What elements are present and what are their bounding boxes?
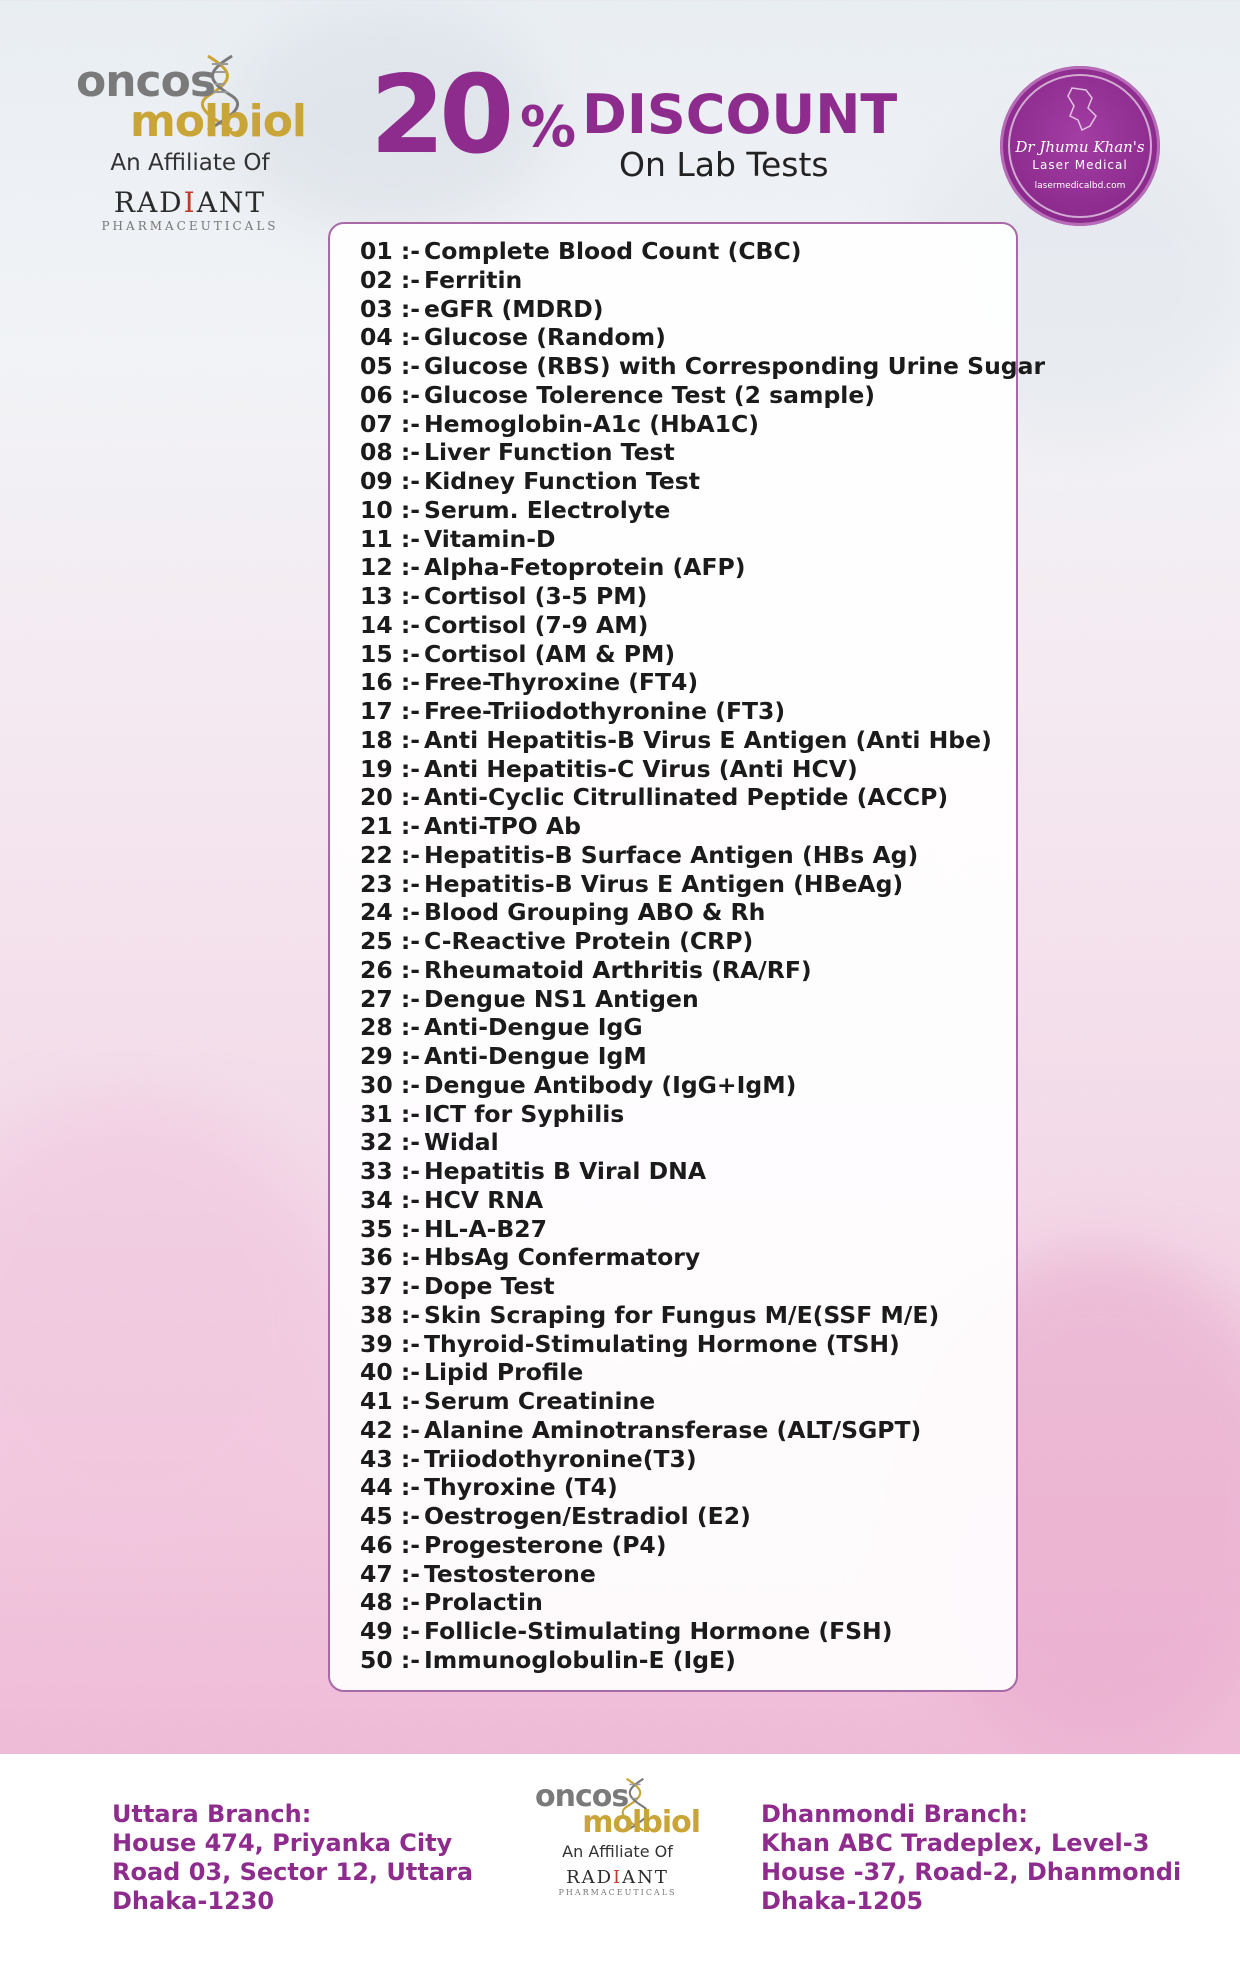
- radiant-logo: RADIANT: [113, 186, 267, 219]
- test-item: [360, 295, 1045, 324]
- test-name: Serum. Electrolyte: [424, 495, 671, 524]
- test-item: [360, 1646, 1045, 1675]
- test-number: 18 :-: [360, 725, 421, 754]
- test-number: 13 :-: [360, 582, 421, 610]
- test-name: Anti-TPO Ab: [424, 812, 581, 840]
- test-item: [360, 1560, 1045, 1589]
- test-number: 21 :-: [360, 812, 421, 840]
- footer: [0, 1754, 1240, 1971]
- address-line: Road 03, Sector 12, Uttara: [112, 1858, 474, 1886]
- test-item: [360, 1588, 1045, 1617]
- test-number: 24 :-: [360, 898, 421, 927]
- test-name: Anti-Dengue IgM: [424, 1042, 647, 1070]
- test-item: [360, 1387, 1045, 1416]
- test-item: [360, 1157, 1045, 1186]
- test-number: 09 :-: [360, 467, 421, 495]
- test-item: [360, 1416, 1045, 1445]
- test-item: [360, 1445, 1045, 1474]
- test-number: 33 :-: [360, 1157, 421, 1185]
- test-number: 01 :-: [360, 237, 421, 265]
- test-item: [360, 553, 1045, 582]
- test-number: 42 :-: [360, 1415, 421, 1444]
- test-name: Progesterone (P4): [424, 1530, 667, 1559]
- test-name: Cortisol (3-5 PM): [424, 582, 648, 610]
- test-number: 12 :-: [360, 553, 421, 582]
- address-line: House -37, Road-2, Dhanmondi: [761, 1858, 1182, 1886]
- test-item: [360, 726, 1045, 755]
- test-number: 30 :-: [360, 1070, 421, 1099]
- test-number: 04 :-: [360, 323, 421, 352]
- test-name: Dengue Antibody (IgG+IgM): [424, 1070, 797, 1099]
- test-number: 16 :-: [360, 668, 421, 697]
- test-name: Ferritin: [424, 265, 523, 294]
- test-number: 28 :-: [360, 1013, 421, 1042]
- test-number: 50 :-: [360, 1645, 421, 1674]
- test-number: 08 :-: [360, 438, 421, 467]
- test-number: 07 :-: [360, 409, 421, 438]
- test-name: Alanine Aminotransferase (ALT/SGPT): [424, 1415, 922, 1444]
- radiant-subtitle: PHARMACEUTICALS: [101, 219, 279, 233]
- discount-subheading: On Lab Tests: [619, 145, 829, 184]
- test-item: [360, 1358, 1045, 1387]
- test-name: Glucose (Random): [424, 323, 666, 352]
- test-number: 34 :-: [360, 1185, 421, 1214]
- test-name: Anti Hepatitis-B Virus E Antigen (Anti Hbe): [424, 725, 992, 754]
- test-name: C-Reactive Protein (CRP): [424, 927, 754, 955]
- test-item: [360, 611, 1045, 640]
- test-item: [360, 1272, 1045, 1301]
- affiliate-text: An Affiliate Of: [110, 150, 270, 176]
- test-number: 10 :-: [360, 495, 421, 524]
- test-name: eGFR (MDRD): [424, 294, 604, 323]
- test-item: [360, 697, 1045, 726]
- test-number: 29 :-: [360, 1042, 421, 1070]
- test-number: 37 :-: [360, 1272, 421, 1300]
- test-number: 32 :-: [360, 1128, 421, 1157]
- logo-word-oncos: oncos: [535, 1779, 629, 1814]
- test-item: [360, 525, 1045, 554]
- test-number: 22 :-: [360, 840, 421, 869]
- test-name: Blood Grouping ABO & Rh: [424, 898, 766, 927]
- test-number: 48 :-: [360, 1588, 421, 1617]
- affiliate-text: An Affiliate Of: [562, 1842, 673, 1861]
- test-number: 25 :-: [360, 927, 421, 955]
- test-number: 46 :-: [360, 1530, 421, 1559]
- test-item: [360, 237, 1045, 266]
- branch-title: Dhanmondi Branch:: [761, 1800, 1028, 1828]
- test-name: Cortisol (AM & PM): [424, 639, 676, 668]
- dhanmondi-branch-address: [761, 1800, 1181, 1916]
- test-number: 39 :-: [360, 1329, 421, 1358]
- test-number: 06 :-: [360, 380, 421, 409]
- test-item: [360, 1215, 1045, 1244]
- test-item: [360, 898, 1045, 927]
- address-line: Dhaka-1205: [761, 1887, 924, 1915]
- test-item: [360, 438, 1045, 467]
- test-name: Triiodothyronine(T3): [424, 1444, 697, 1473]
- oncos-molbiol-logo: [70, 56, 310, 233]
- test-item: [360, 1243, 1045, 1272]
- address-line: Khan ABC Tradeplex, Level-3: [761, 1829, 1150, 1857]
- test-name: HL-A-B27: [424, 1214, 547, 1243]
- test-name: Immunoglobulin-E (IgE): [424, 1645, 736, 1674]
- test-number: 31 :-: [360, 1099, 421, 1128]
- test-name: Dengue NS1 Antigen: [424, 984, 699, 1013]
- test-name: Oestrogen/Estradiol (E2): [424, 1502, 751, 1530]
- test-number: 05 :-: [360, 352, 421, 380]
- test-item: [360, 323, 1045, 352]
- test-name: Follicle-Stimulating Hormone (FSH): [424, 1617, 893, 1645]
- test-number: 27 :-: [360, 984, 421, 1013]
- test-name: Vitamin-D: [424, 524, 556, 553]
- test-name: Hepatitis B Viral DNA: [424, 1157, 706, 1185]
- logo-word-molbiol: molbiol: [582, 1805, 700, 1840]
- test-name: Widal: [424, 1128, 499, 1157]
- test-item: [360, 1531, 1045, 1560]
- test-item: [360, 266, 1045, 295]
- test-list: [360, 237, 1045, 1675]
- logo-word-oncos: oncos: [76, 56, 216, 107]
- test-number: 02 :-: [360, 265, 421, 294]
- test-name: Dope Test: [424, 1272, 555, 1300]
- footer-oncos-molbiol-logo: [535, 1779, 700, 1897]
- test-number: 41 :-: [360, 1387, 421, 1415]
- test-item: [360, 1473, 1045, 1502]
- percent-sign: %: [520, 95, 577, 160]
- test-list-panel: [328, 222, 1046, 1692]
- test-number: 47 :-: [360, 1559, 421, 1588]
- test-number: 19 :-: [360, 754, 421, 783]
- test-item: [360, 1013, 1045, 1042]
- test-item: [360, 1301, 1045, 1330]
- test-item: [360, 985, 1045, 1014]
- test-name: Anti-Cyclic Citrullinated Peptide (ACCP): [424, 783, 949, 812]
- test-number: 38 :-: [360, 1300, 421, 1329]
- test-name: Complete Blood Count (CBC): [424, 237, 802, 265]
- test-item: [360, 927, 1045, 956]
- test-name: Testosterone: [424, 1559, 596, 1588]
- test-item: [360, 841, 1045, 870]
- test-number: 44 :-: [360, 1473, 421, 1502]
- test-item: [360, 582, 1045, 611]
- test-name: Prolactin: [424, 1588, 543, 1617]
- test-name: Free-Triiodothyronine (FT3): [424, 697, 786, 725]
- test-name: Lipid Profile: [424, 1358, 584, 1387]
- test-name: Thyroid-Stimulating Hormone (TSH): [424, 1329, 900, 1358]
- test-number: 03 :-: [360, 294, 421, 323]
- address-line: Dhaka-1230: [112, 1887, 275, 1915]
- test-name: HCV RNA: [424, 1185, 544, 1214]
- test-name: HbsAg Confermatory: [424, 1243, 701, 1272]
- test-number: 20 :-: [360, 783, 421, 812]
- test-item: [360, 381, 1045, 410]
- badge-subtitle: Laser Medical: [1032, 158, 1128, 172]
- test-number: 40 :-: [360, 1358, 421, 1387]
- test-name: Glucose (RBS) with Corresponding Urine Sugar: [424, 352, 1046, 380]
- test-name: Hepatitis-B Virus E Antigen (HBeAg): [424, 869, 904, 898]
- map-outline-icon: [1062, 86, 1102, 132]
- test-number: 15 :-: [360, 639, 421, 668]
- test-name: Rheumatoid Arthritis (RA/RF): [424, 955, 812, 984]
- background-blur: [0, 1100, 340, 1560]
- test-name: ICT for Syphilis: [424, 1099, 625, 1128]
- test-name: Free-Thyroxine (FT4): [424, 668, 699, 697]
- test-number: 11 :-: [360, 524, 421, 553]
- discount-heading: DISCOUNT: [582, 83, 898, 146]
- test-item: [360, 783, 1045, 812]
- test-item: [360, 1042, 1045, 1071]
- test-name: Kidney Function Test: [424, 467, 700, 495]
- test-item: [360, 640, 1045, 669]
- laser-medical-badge: [1000, 66, 1160, 226]
- logo-word-molbiol: molbiol: [129, 96, 306, 147]
- test-item: [360, 410, 1045, 439]
- test-number: 14 :-: [360, 610, 421, 639]
- badge-name: Dr Jhumu Khan's: [1015, 138, 1145, 156]
- test-item: [360, 1502, 1045, 1531]
- test-number: 17 :-: [360, 697, 421, 725]
- test-item: [360, 352, 1045, 381]
- radiant-subtitle: PHARMACEUTICALS: [558, 1888, 677, 1897]
- test-name: Hemoglobin-A1c (HbA1C): [424, 409, 760, 438]
- test-item: [360, 755, 1045, 784]
- test-number: 35 :-: [360, 1214, 421, 1243]
- test-item: [360, 467, 1045, 496]
- test-item: [360, 1186, 1045, 1215]
- test-number: 26 :-: [360, 955, 421, 984]
- test-item: [360, 870, 1045, 899]
- test-item: [360, 496, 1045, 525]
- radiant-logo: RADIANT: [566, 1867, 669, 1888]
- test-item: [360, 812, 1045, 841]
- test-item: [360, 1128, 1045, 1157]
- test-number: 36 :-: [360, 1243, 421, 1272]
- discount-number: 20: [370, 53, 509, 178]
- test-item: [360, 956, 1045, 985]
- test-item: [360, 1071, 1045, 1100]
- test-name: Liver Function Test: [424, 438, 675, 467]
- test-name: Skin Scraping for Fungus M/E(SSF M/E): [424, 1300, 940, 1329]
- test-number: 23 :-: [360, 869, 421, 898]
- test-name: Cortisol (7-9 AM): [424, 610, 649, 639]
- test-name: Anti Hepatitis-C Virus (Anti HCV): [424, 754, 858, 783]
- test-name: Anti-Dengue IgG: [424, 1013, 643, 1042]
- test-name: Alpha-Fetoprotein (AFP): [424, 553, 746, 582]
- address-line: House 474, Priyanka City: [112, 1829, 453, 1857]
- test-number: 49 :-: [360, 1617, 421, 1645]
- test-number: 45 :-: [360, 1502, 421, 1530]
- test-name: Serum Creatinine: [424, 1387, 656, 1415]
- badge-url: lasermedicalbd.com: [1034, 181, 1126, 191]
- test-item: [360, 1330, 1045, 1359]
- branch-title: Uttara Branch:: [112, 1800, 312, 1828]
- test-item: [360, 1100, 1045, 1129]
- test-name: Glucose Tolerence Test (2 sample): [424, 380, 876, 409]
- test-number: 43 :-: [360, 1444, 421, 1473]
- test-item: [360, 668, 1045, 697]
- test-name: Thyroxine (T4): [424, 1473, 618, 1502]
- test-item: [360, 1617, 1045, 1646]
- uttara-branch-address: [112, 1800, 473, 1916]
- test-name: Hepatitis-B Surface Antigen (HBs Ag): [424, 840, 919, 869]
